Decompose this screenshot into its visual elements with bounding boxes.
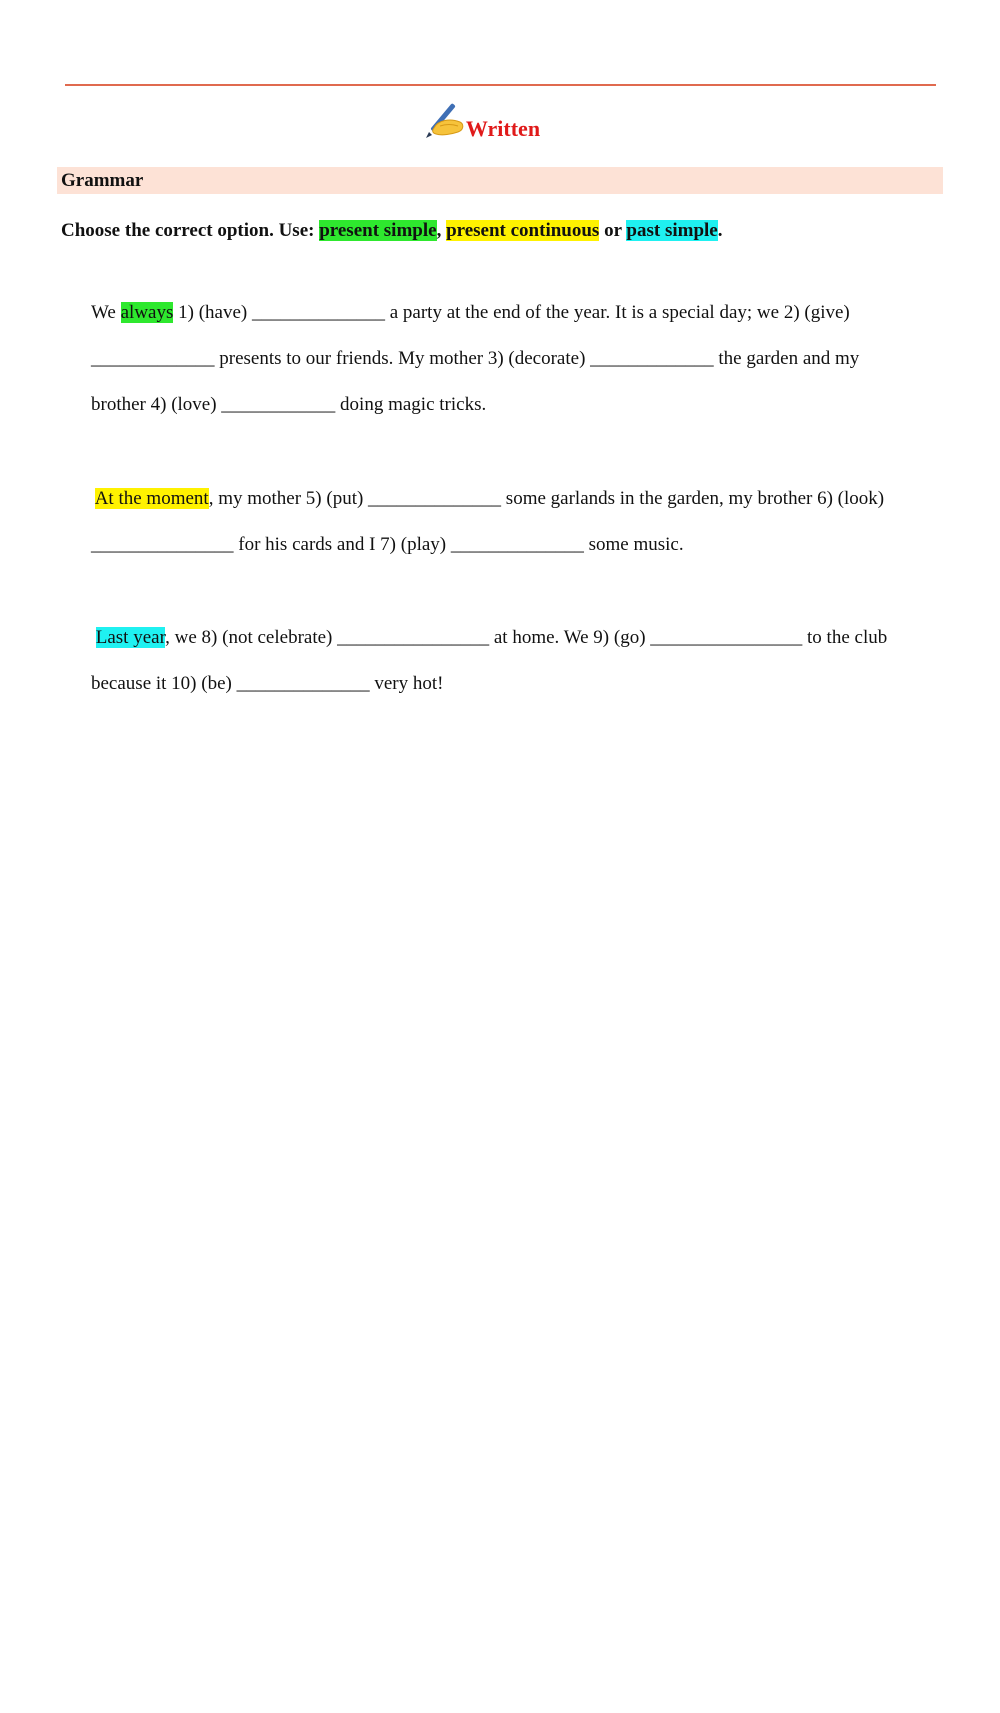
line-text: 1) (have) ______________ a party at the end of the year. It is a special day; we 2) (give)	[173, 302, 850, 323]
paragraph-line	[91, 290, 946, 336]
title-group	[420, 98, 540, 144]
line-text: because it 10) (be) ______________ very hot!	[91, 673, 444, 694]
line-text: _____________ presents to our friends. My mother 3) (decorate) _____________ the garden and my	[91, 348, 860, 369]
paragraph-line	[91, 336, 946, 382]
line-text: , my mother 5) (put) ______________ some garlands in the garden, my brother 6) (look)	[208, 488, 885, 509]
line-text: We	[91, 302, 121, 323]
instruction-sep1: ,	[436, 220, 447, 241]
time-marker-always: always	[120, 302, 174, 323]
option-present-simple: present simple	[319, 220, 437, 241]
option-past-simple: past simple	[626, 220, 718, 241]
instruction-sep2: or	[599, 220, 627, 241]
instruction-prefix: Choose the correct option. Use:	[61, 220, 320, 241]
section-header	[57, 167, 943, 194]
line-text: _______________ for his cards and I 7) (play) ______________ some music.	[91, 534, 684, 555]
top-divider	[65, 84, 936, 86]
paragraph-always	[91, 290, 946, 428]
time-marker-last-year: Last year	[95, 627, 166, 648]
instruction-suffix: .	[717, 220, 723, 241]
paragraph-line	[91, 476, 946, 522]
paragraph-line	[91, 382, 946, 428]
title-row	[0, 88, 1000, 144]
line-text: , we 8) (not celebrate) ________________ at home. We 9) (go) ________________ to the club	[165, 627, 888, 648]
time-marker-at-the-moment: At the moment	[94, 488, 209, 509]
paragraph-last-year	[91, 615, 946, 707]
paragraph-line	[91, 661, 946, 707]
paragraph-line	[91, 615, 946, 661]
line-text: brother 4) (love) ____________ doing magic tricks.	[91, 394, 487, 415]
paragraph-at-the-moment	[91, 476, 946, 568]
paragraph-line	[91, 522, 946, 568]
instruction	[61, 220, 723, 242]
page-title: Written	[465, 116, 541, 141]
writing-hand-icon	[420, 98, 466, 144]
section-title: Grammar	[61, 169, 144, 191]
option-present-continuous: present continuous	[446, 220, 600, 241]
